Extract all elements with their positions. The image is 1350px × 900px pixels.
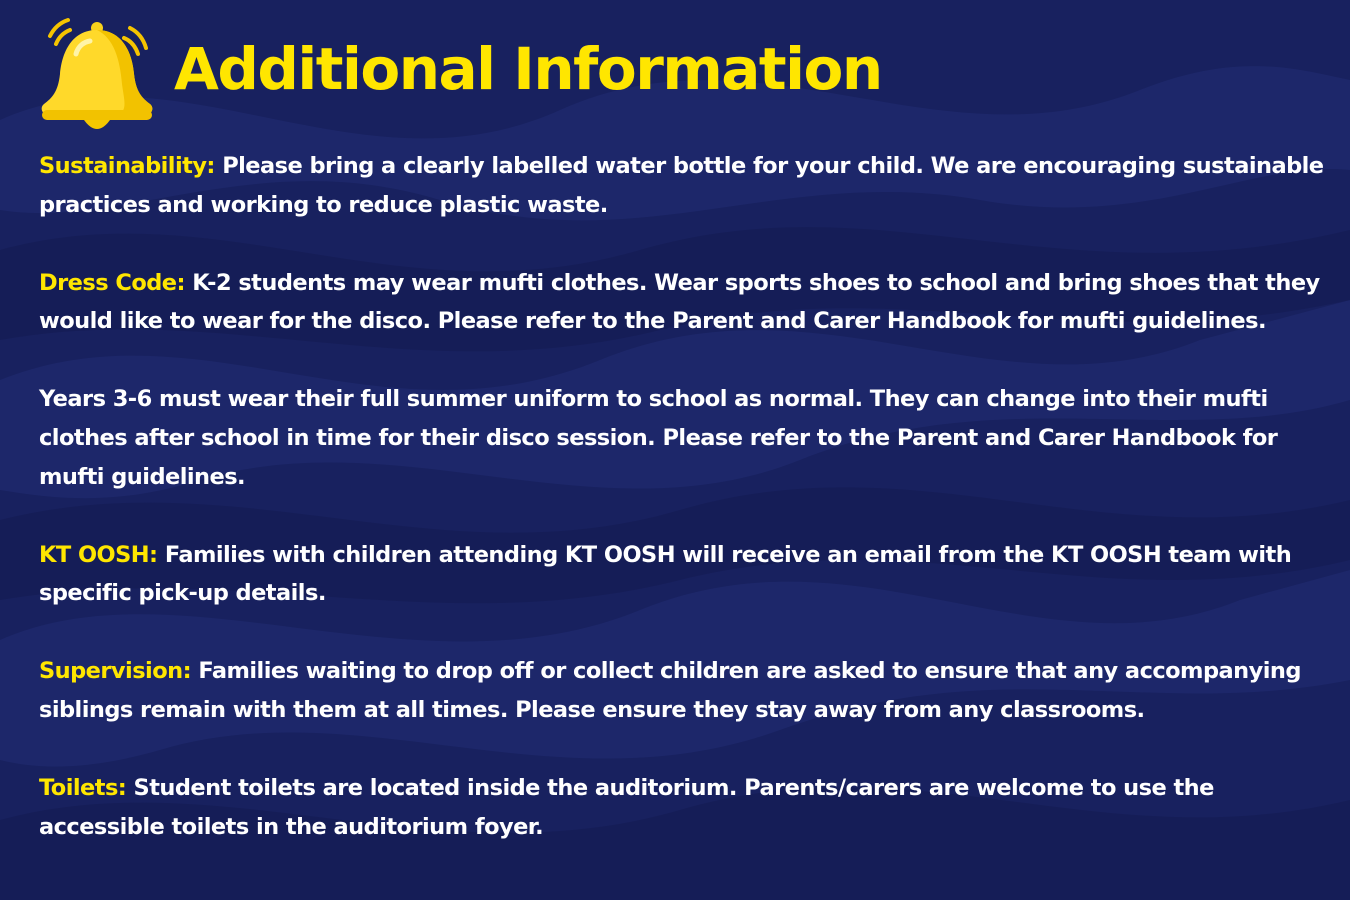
section-text: Families waiting to drop off or collect children are asked to ensure that any accompanying siblings remain with them at all times. Please ensure they stay away from any classrooms.	[39, 658, 1301, 723]
page-header	[38, 14, 1038, 134]
section-years-3-6	[39, 380, 1329, 496]
section-text: Years 3-6 must wear their full summer uniform to school as normal. They can change into their mufti clothes after school in time for their disco session. Please refer to the Parent and Carer Handbook for mufti guidelines.	[39, 386, 1278, 490]
page-title: Additional Information	[174, 35, 882, 103]
section-text: Families with children attending KT OOSH will receive an email from the KT OOSH team with specific pick-up details.	[39, 541, 1292, 607]
section-label: Dress Code:	[39, 269, 185, 296]
section-label: Sustainability:	[39, 153, 215, 179]
section-label: KT OOSH:	[39, 541, 158, 568]
section-text: K-2 students may wear mufti clothes. Wear sports shoes to school and bring shoes that they would like to wear for the disco. Please refer to the Parent and Carer Handbook for mufti guidelines.	[39, 269, 1320, 335]
section-label: Toilets:	[39, 774, 127, 801]
info-content	[39, 147, 1329, 885]
section-toilets	[39, 769, 1329, 847]
section-dress-code	[39, 264, 1329, 342]
section-kt-oosh	[39, 536, 1329, 614]
section-text: Student toilets are located inside the auditorium. Parents/carers are welcome to use the accessible toilets in the auditorium foyer.	[39, 774, 1214, 840]
bell-icon	[38, 14, 153, 134]
section-supervision	[39, 652, 1329, 730]
section-label: Supervision:	[39, 658, 192, 685]
section-text: Please bring a clearly labelled water bottle for your child. We are encouraging sustainable practices and working to reduce plastic waste.	[39, 153, 1324, 218]
section-sustainability	[39, 147, 1329, 225]
